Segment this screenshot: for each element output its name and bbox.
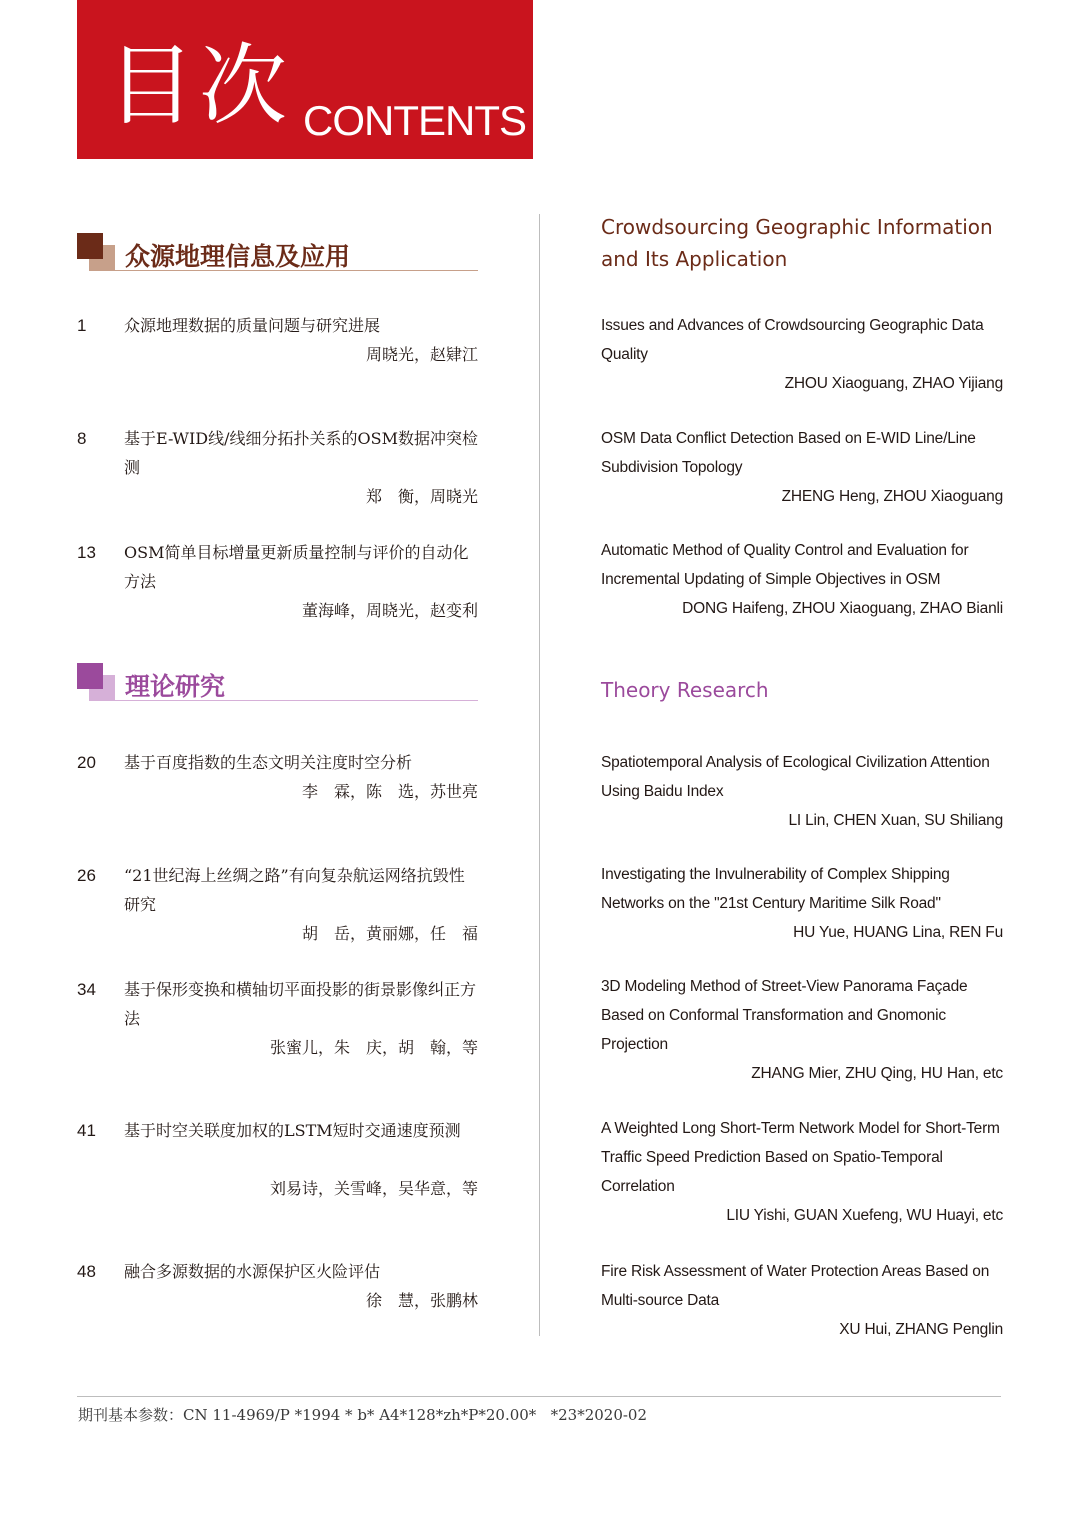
toc-entry-en[interactable] xyxy=(601,424,1003,511)
toc-entry-en[interactable] xyxy=(601,972,1003,1088)
toc-entry-en[interactable] xyxy=(601,1257,1003,1344)
article-title-cn: 基于百度指数的生态文明关注度时空分析 xyxy=(124,753,413,772)
authors-en: XU Hui, ZHANG Penglin xyxy=(839,1321,1003,1338)
article-title-en: 3D Modeling Method of Street-View Panorama Façade Based on Conformal Transformation and Gnomonic Projection xyxy=(601,978,968,1053)
section-title-cn: 众源地理信息及应用 xyxy=(125,242,351,271)
article-title-cn: “21世纪海上丝绸之路”有向复杂航运网络抗毁性研究 xyxy=(124,866,465,914)
footer-rule xyxy=(77,1396,1001,1397)
article-title-en: Automatic Method of Quality Control and Evaluation for Incremental Updating of Simple Objectives in OSM xyxy=(601,542,969,588)
contents-title-cn: 目次 xyxy=(107,34,292,137)
toc-entry-en[interactable] xyxy=(601,860,1003,947)
authors-en: ZHOU Xiaoguang, ZHAO Yijiang xyxy=(784,375,1003,392)
authors-cn: 刘易诗，关雪峰，吴华意，等 xyxy=(269,1179,478,1198)
article-title-en: Spatiotemporal Analysis of Ecological Civilization Attention Using Baidu Index xyxy=(601,754,990,800)
authors-en: ZHANG Mier, ZHU Qing, HU Han, etc xyxy=(751,1065,1003,1082)
article-title-cn: 基于时空关联度加权的LSTM短时交通速度预测 xyxy=(124,1121,461,1140)
authors-cn: 李 霖，陈 选，苏世亮 xyxy=(301,782,478,801)
authors-en: DONG Haifeng, ZHOU Xiaoguang, ZHAO Bianli xyxy=(682,600,1003,617)
authors-cn: 张蜜儿，朱 庆，胡 翰，等 xyxy=(269,1038,478,1057)
article-title-en: Issues and Advances of Crowdsourcing Geographic Data Quality xyxy=(601,317,984,363)
toc-entry-en[interactable] xyxy=(601,536,1003,623)
page-number: 41 xyxy=(77,1121,96,1140)
contents-header xyxy=(77,0,533,159)
authors-en: ZHENG Heng, ZHOU Xiaoguang xyxy=(781,488,1003,505)
authors-cn: 徐 慧，张鹏林 xyxy=(365,1291,478,1310)
article-title-en: Fire Risk Assessment of Water Protection Areas Based on Multi-source Data xyxy=(601,1263,990,1309)
authors-en: LI Lin, CHEN Xuan, SU Shiliang xyxy=(788,812,1003,829)
authors-cn: 胡 岳，黄丽娜，任 福 xyxy=(301,924,478,943)
article-title-cn: 众源地理数据的质量问题与研究进展 xyxy=(124,316,381,335)
section-marker xyxy=(77,233,103,259)
contents-title-en: CONTENTS xyxy=(303,97,526,144)
page-number: 48 xyxy=(77,1262,96,1281)
section-title-en: Theory Research xyxy=(601,678,769,702)
toc-entry-en[interactable] xyxy=(601,1114,1003,1230)
authors-en: LIU Yishi, GUAN Xuefeng, WU Huayi, etc xyxy=(726,1207,1003,1224)
authors-cn: 郑 衡，周晓光 xyxy=(365,487,478,506)
journal-parameters: 期刊基本参数：CN 11-4969/P *1994 * b* A4*128*zh*P*20.00* *23*2020-02 xyxy=(78,1406,648,1424)
column-divider xyxy=(539,214,540,1336)
article-title-en: A Weighted Long Short-Term Network Model for Short-Term Traffic Speed Prediction Based on Spatio-Temporal Correlation xyxy=(601,1120,1000,1195)
section-title-en: Crowdsourcing Geographic Information and Its Application xyxy=(601,215,993,271)
article-title-cn: OSM简单目标增量更新质量控制与评价的自动化方法 xyxy=(124,543,469,591)
section-heading-cn xyxy=(77,663,478,703)
page-number: 1 xyxy=(77,316,87,335)
article-title-en: OSM Data Conflict Detection Based on E-WID Line/Line Subdivision Topology xyxy=(601,430,976,476)
page-number: 13 xyxy=(77,543,96,562)
authors-cn: 董海峰，周晓光，赵变利 xyxy=(301,601,478,620)
section-title-cn: 理论研究 xyxy=(125,672,226,701)
page-number: 34 xyxy=(77,980,96,999)
page-number: 20 xyxy=(77,753,96,772)
authors-en: HU Yue, HUANG Lina, REN Fu xyxy=(793,924,1003,941)
toc-entry-en[interactable] xyxy=(601,311,1003,398)
page-number: 8 xyxy=(77,429,87,448)
article-title-cn: 融合多源数据的水源保护区火险评估 xyxy=(124,1262,381,1281)
page-number: 26 xyxy=(77,866,96,885)
article-title-en: Investigating the Invulnerability of Complex Shipping Networks on the "21st Century Maritime Silk Road" xyxy=(601,866,950,912)
authors-cn: 周晓光，赵肄江 xyxy=(365,345,478,364)
article-title-cn: 基于E-WID线/线细分拓扑关系的OSM数据冲突检测 xyxy=(124,429,478,477)
article-title-cn: 基于保形变换和横轴切平面投影的街景影像纠正方法 xyxy=(124,980,477,1028)
toc-entry-en[interactable] xyxy=(601,748,1003,835)
section-heading-cn xyxy=(77,233,478,273)
section-marker xyxy=(77,663,103,689)
